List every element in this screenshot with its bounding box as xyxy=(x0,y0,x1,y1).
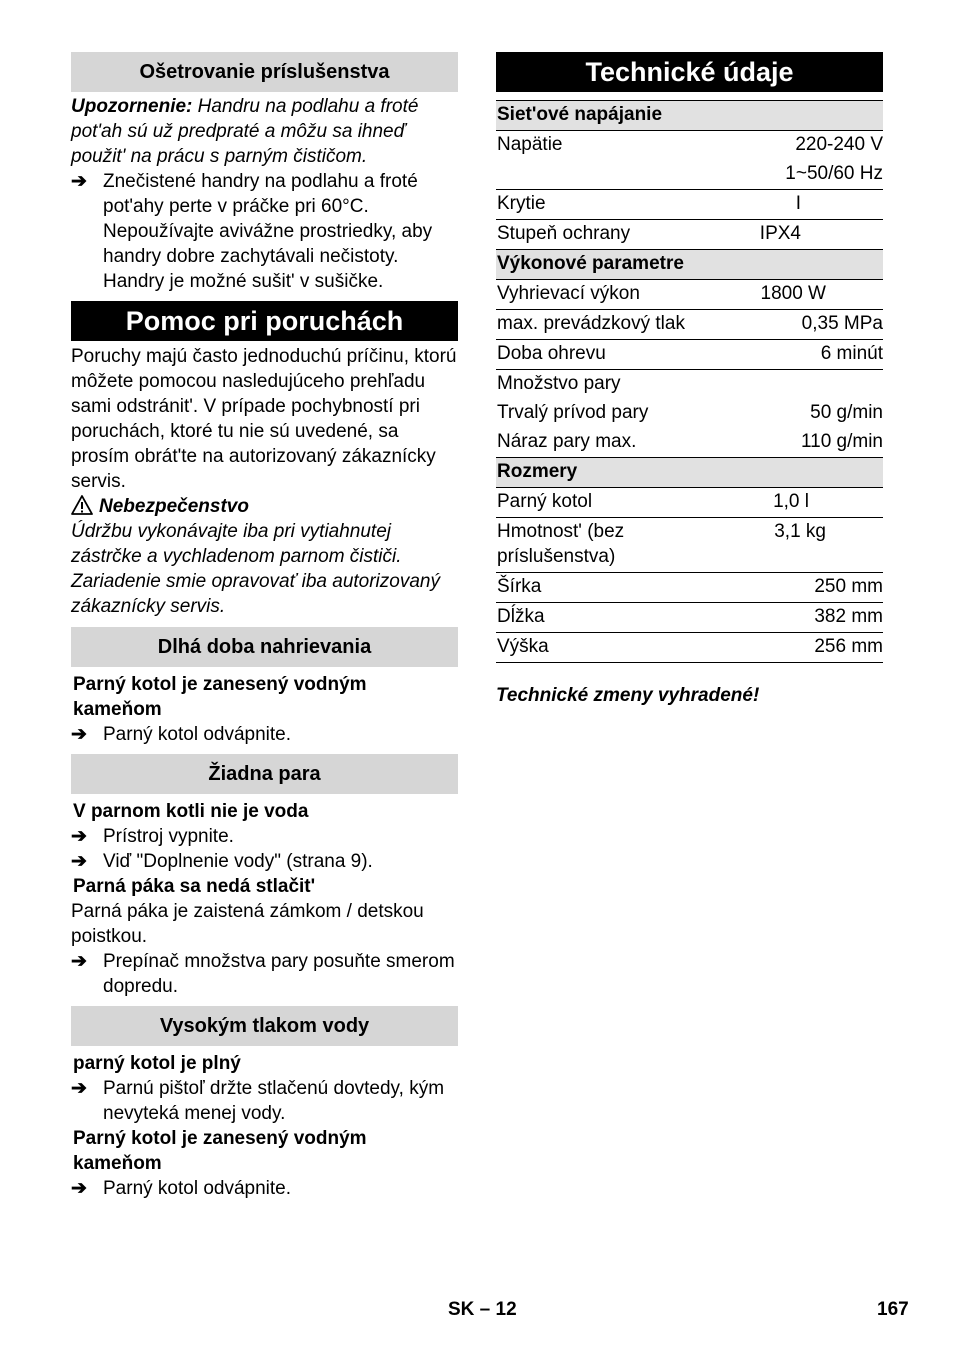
long-heat-heading: Dlhá doba nahrievania xyxy=(71,627,458,667)
boiler-label: Parný kotol xyxy=(497,491,593,512)
pressure-label: max. prevádzkový tlak xyxy=(496,310,697,340)
steam-burst-label: Náraz pary max. xyxy=(497,431,637,452)
help-heading: Pomoc pri poruchách xyxy=(71,301,458,341)
height-value: 256 mm xyxy=(697,633,883,663)
section-power: Siet'ové napájanie xyxy=(496,101,883,131)
arrow-icon: ➔ xyxy=(71,826,87,847)
heatup-label: Doba ohrevu xyxy=(496,340,697,370)
cover-value: I xyxy=(697,190,883,220)
table-row xyxy=(496,633,883,663)
changes-note: Technické zmeny vyhradené! xyxy=(496,685,760,706)
protection-value: IPX4 xyxy=(697,220,883,250)
table-row xyxy=(496,370,883,400)
heating-label: Vyhrievací výkon xyxy=(497,283,640,304)
table-row xyxy=(496,220,883,250)
arrow-icon: ➔ xyxy=(71,171,87,192)
table-row xyxy=(496,340,883,370)
care-note xyxy=(71,94,458,169)
long-heat-step xyxy=(71,722,458,747)
help-intro: Poruchy majú často jednoduchú príčinu, ktorú môžete pomocou nasledujúceho prehľadu sami odstránit'. V prípade pochybností pri poruchách, ktoré tu nie sú uvedené, sa prosím obrát'te na autorizovaný zákaznícky servis. xyxy=(71,346,457,492)
arrow-icon: ➔ xyxy=(71,851,87,872)
warning-triangle-icon xyxy=(71,495,93,515)
steam-cont-value: 50 g/min xyxy=(810,402,883,423)
heating-value: 1800 W xyxy=(760,283,826,304)
steam-cont-label: Trvalý prívod pary xyxy=(497,402,649,423)
voltage-label: Napätie xyxy=(497,134,563,155)
no-steam-step-2-text: Viď "Doplnenie vody" (strana 9). xyxy=(103,851,373,872)
care-note-label: Upozornenie: xyxy=(71,96,193,117)
heatup-value: 6 minút xyxy=(697,340,883,370)
frequency-value: 1~50/60 Hz xyxy=(785,163,883,184)
steam-burst-value: 110 g/min xyxy=(800,431,883,452)
table-row xyxy=(496,518,883,573)
no-steam-cause-2: Parná páka sa nedá stlačit' xyxy=(73,876,316,897)
care-note-text: Handru na podlahu a froté pot'ah sú už predpraté a môžu sa ihneď použit' na prácu s parným čističom. xyxy=(71,96,419,167)
arrow-icon: ➔ xyxy=(71,951,87,972)
table-section-row xyxy=(496,458,883,488)
width-label: Šírka xyxy=(496,573,697,603)
length-value: 382 mm xyxy=(697,603,883,633)
width-value: 250 mm xyxy=(697,573,883,603)
table-row xyxy=(496,573,883,603)
tech-specs-table xyxy=(496,100,883,663)
tech-heading: Technické údaje xyxy=(496,52,883,92)
height-label: Výška xyxy=(496,633,697,663)
care-step-text: Znečistené handry na podlahu a froté pot'ahy perte v práčke pri 60°C. Nepoužívajte avivážne prostriedky, aby handry dobre zachytávali nečistoty. Handry je možné sušit' v sušičke. xyxy=(103,171,433,292)
danger-label-row xyxy=(71,494,458,519)
table-row xyxy=(496,280,883,310)
table-row xyxy=(496,131,883,161)
table-row xyxy=(496,310,883,340)
no-steam-step-1 xyxy=(71,824,458,849)
arrow-icon: ➔ xyxy=(71,1178,87,1199)
left-column xyxy=(71,52,458,1201)
table-row xyxy=(496,190,883,220)
table-section-row xyxy=(496,250,883,280)
no-steam-text-2: Parná páka je zaistená zámkom / detskou poistkou. xyxy=(71,901,424,947)
long-heat-step-text: Parný kotol odvápnite. xyxy=(103,724,292,745)
care-heading: Ošetrovanie príslušenstva xyxy=(71,52,458,92)
boiler-value: 1,0 l xyxy=(773,491,809,512)
arrow-icon: ➔ xyxy=(71,724,87,745)
right-column xyxy=(496,52,883,708)
no-steam-step-1-text: Prístroj vypnite. xyxy=(103,826,234,847)
danger-label: Nebezpečenstvo xyxy=(99,496,249,517)
high-pressure-step-2 xyxy=(71,1176,458,1201)
steam-amount-label: Množstvo pary xyxy=(496,370,697,400)
no-steam-step-3-text: Prepínač množstva pary posuňte smerom dopredu. xyxy=(103,951,455,997)
table-row xyxy=(496,399,883,428)
long-heat-cause: Parný kotol je zanesený vodným kameňom xyxy=(73,674,367,720)
cover-label: Krytie xyxy=(496,190,697,220)
high-pressure-step-1 xyxy=(71,1076,458,1126)
high-pressure-cause-1: parný kotol je plný xyxy=(73,1053,241,1074)
high-pressure-step-2-text: Parný kotol odvápnite. xyxy=(103,1178,292,1199)
no-steam-heading: Žiadna para xyxy=(71,754,458,794)
arrow-icon: ➔ xyxy=(71,1078,87,1099)
weight-value: 3,1 kg xyxy=(697,518,883,573)
no-steam-step-2 xyxy=(71,849,458,874)
section-performance: Výkonové parametre xyxy=(496,250,883,280)
protection-label: Stupeň ochrany xyxy=(496,220,697,250)
high-pressure-cause-2: Parný kotol je zanesený vodným kameňom xyxy=(73,1128,367,1174)
danger-text: Údržbu vykonávajte iba pri vytiahnutej zástrčke a vychladenom parnom čističi. Zariadenie smie opravovať iba autorizovaný zákaznícky servis. xyxy=(71,521,440,617)
table-section-row xyxy=(496,101,883,131)
footer-section-label: SK – 12 xyxy=(448,1299,517,1320)
high-pressure-step-1-text: Parnú pištoľ držte stlačenú dovtedy, kým nevyteká menej vody. xyxy=(103,1078,445,1124)
table-row xyxy=(496,488,883,518)
care-step xyxy=(71,169,458,294)
no-steam-cause-1: V parnom kotli nie je voda xyxy=(73,801,309,822)
footer-page-number: 167 xyxy=(877,1299,909,1320)
pressure-value: 0,35 MPa xyxy=(697,310,883,340)
table-row xyxy=(496,428,883,458)
length-label: Dĺžka xyxy=(496,603,697,633)
table-row xyxy=(496,603,883,633)
section-dimensions: Rozmery xyxy=(496,458,883,488)
table-row xyxy=(496,160,883,190)
no-steam-step-3 xyxy=(71,949,458,999)
weight-label: Hmotnost' (bez príslušenstva) xyxy=(496,518,697,573)
voltage-value: 220-240 V xyxy=(795,134,883,155)
high-pressure-heading: Vysokým tlakom vody xyxy=(71,1006,458,1046)
